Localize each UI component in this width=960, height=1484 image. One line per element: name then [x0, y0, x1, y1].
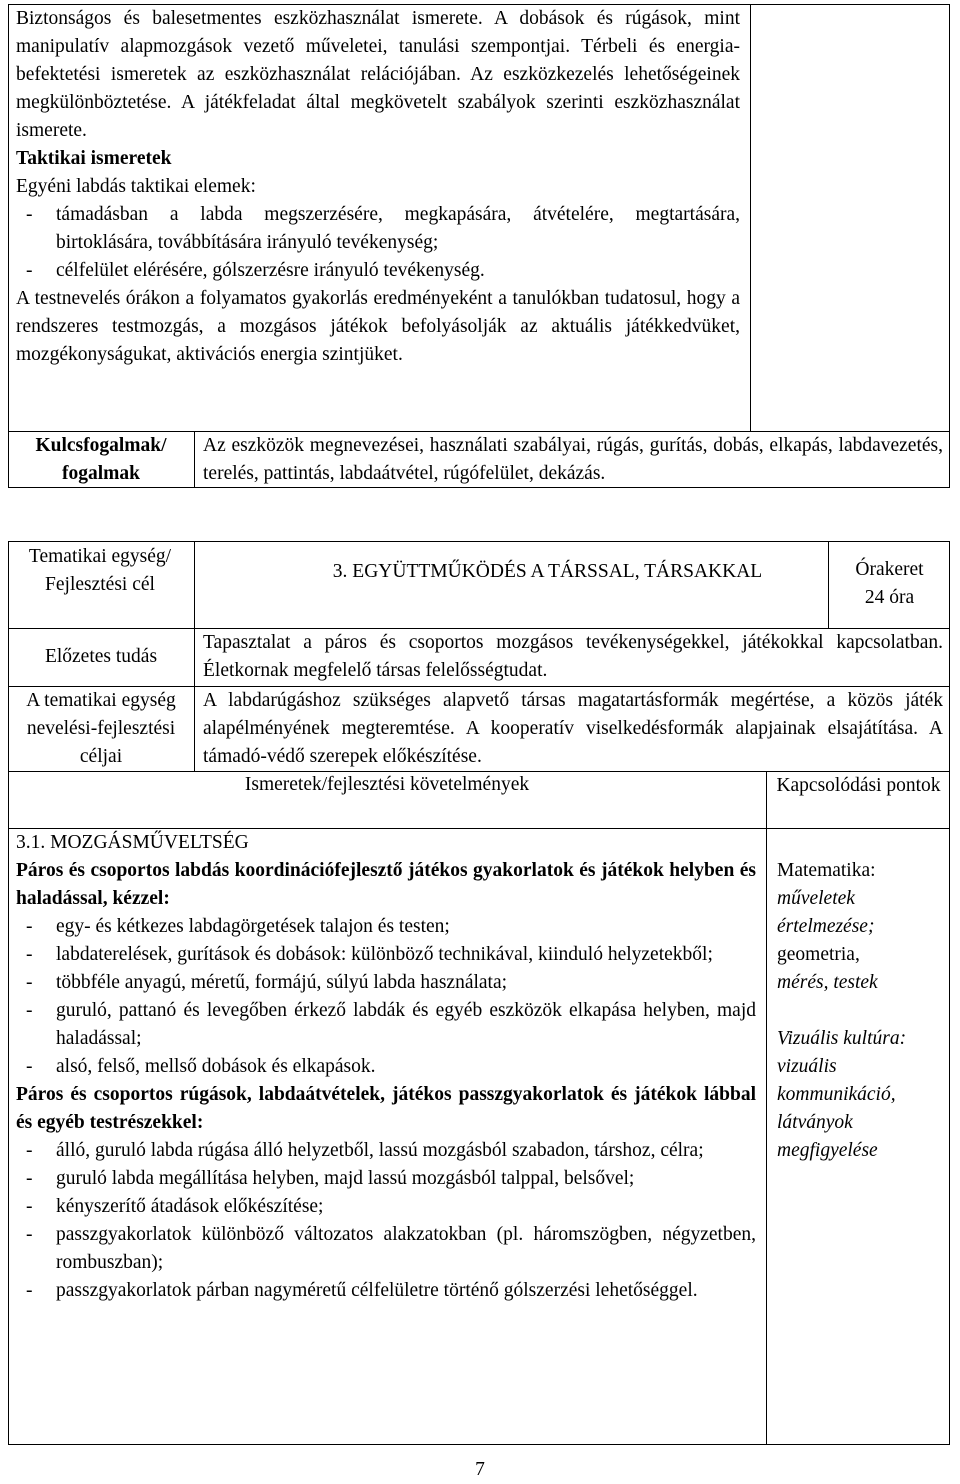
list-item: - guruló, pattanó és levegőben érkező labdák és egyéb eszközök elkapása helyben, majd haladással; [26, 1000, 756, 1049]
visual-label: Vizuális kultúra: [777, 1028, 907, 1049]
math-label: Matematika: [777, 860, 876, 881]
unit-title: 3. EGYÜTTMŰKÖDÉS A TÁRSSAL, TÁRSAKKAL [332, 561, 763, 582]
list-item: - passzgyakorlatok különböző változatos alakzatokban (pl. háromszögben, négyzetben, rombuszban); [26, 1224, 756, 1273]
requirements-header: Ismeretek/fejlesztési követelmények [244, 774, 530, 795]
list-item: - guruló labda megállítása helyben, majd lassú mozgásból talppal, belsővel; [26, 1168, 635, 1189]
tactics-subheading: Egyéni labdás taktikai elemek: [16, 176, 256, 197]
content-block [16, 5, 740, 369]
links-header: Kapcsolódási pontok [776, 775, 941, 796]
links-body [777, 857, 945, 1165]
top-right-column [750, 4, 950, 432]
group-heading: Páros és csoportos rúgások, labdaátvételek, játékos passzgyakorlatok és játékok lábbal és egyéb testrészekkel: [16, 1084, 756, 1133]
list-item: - alsó, felső, mellső dobások és elkapások. [26, 1056, 376, 1077]
page-number: 7 [475, 1459, 485, 1480]
list-item: - támadásban a labda megszerzésére, megkapására, átvételére, megtartására, birtoklására, továbbítására irányuló tevékenység; [26, 204, 740, 253]
hours-box [829, 556, 950, 612]
sub-title: 3.1. MOZGÁSMŰVELTSÉG [16, 832, 249, 853]
list-item: - többféle anyagú, méretű, formájú, súlyú labda használata; [26, 972, 508, 993]
list-item: - egy- és kétkezes labdagörgetések talajon és testen; [26, 916, 450, 937]
prior-text: Tapasztalat a páros és csoportos mozgásos tevékenységekkel, játékokkal kapcsolatban. Életkornak megfelelő társas felelősségtudat. [203, 632, 943, 681]
math-measure: mérés, testek [777, 972, 878, 993]
keywords-text: Az eszközök megnevezései, használati szabályai, rúgás, gurítás, dobás, elkapás, labdavezetés, terelés, pattintás, labdaátvétel, rúgófelület, dekázás. [203, 435, 943, 484]
list-item: - kényszerítő átadások előkészítése; [26, 1196, 324, 1217]
list-item: - labdaterelések, gurítások és dobások: különböző technikával, kiinduló helyzetekből; [26, 944, 713, 965]
closing-paragraph: A testnevelés órákon a folyamatos gyakorlás eredményeként a tanulókban tudatosul, hogy a rendszeres testmozgás, a mozgásos játékok befolyásolják az aktuális játékkedvüket, mozgékonyságukat, aktivációs energia szintjüket. [16, 288, 740, 365]
intro-paragraph: Biztonságos és balesetmentes eszközhasználat ismerete. A dobások és rúgások, mint manipulatív alapmozgások vezető műveletei, tanulási szempontjai. Térbeli és energia-befektetési ismeretek az eszközhasználat relációjában. Az eszközkezelés lehetőségeinek megkülönböztetése. A játékfeladat által megkövetelt szabályok szerinti eszközhasználat ismerete. [16, 8, 740, 141]
goals-label: A tematikai egység nevelési-fejlesztési céljai [26, 690, 176, 767]
goals-text: A labdarúgáshoz szükséges alapvető társas magatartásformák megértése, a közös játék alapélményének megteremtése. A kooperatív viselkedésformák alapjainak elsajátítása. A támadó-védő szerepek előkészítése. [203, 690, 943, 767]
keywords-label: Kulcsfogalmak/ fogalmak [35, 435, 167, 484]
group-heading: Páros és csoportos labdás koordinációfejlesztő játékos gyakorlatok és játékok helyben és haladással, kézzel: [16, 860, 756, 909]
prior-label: Előzetes tudás [44, 646, 158, 667]
keywords-col-divider [194, 431, 195, 488]
list-item: - célfelület elérésére, gólszerzésre irányuló tevékenység. [26, 260, 485, 281]
math-geometry: geometria, [777, 944, 860, 965]
tactics-heading: Taktikai ismeretek [16, 148, 172, 169]
list-item: - álló, guruló labda rúgása álló helyzetből, lassú mozgásból szabadon, társhoz, célra; [26, 1140, 704, 1161]
unit-label: Tematikai egység/ Fejlesztési cél [28, 546, 172, 595]
col-divider [194, 541, 195, 771]
requirements-body [16, 829, 756, 1305]
visual-items: vizuális kommunikáció, látványok megfigyelése [777, 1056, 896, 1161]
list-item: - passzgyakorlatok párban nagyméretű célfelületre történő gólszerzési lehetőséggel. [26, 1280, 698, 1301]
col-divider [766, 771, 767, 1445]
hours-value: 24 óra [864, 587, 915, 608]
hours-label: Órakeret [855, 559, 924, 580]
math-items: műveletek értelmezése; [777, 888, 875, 937]
